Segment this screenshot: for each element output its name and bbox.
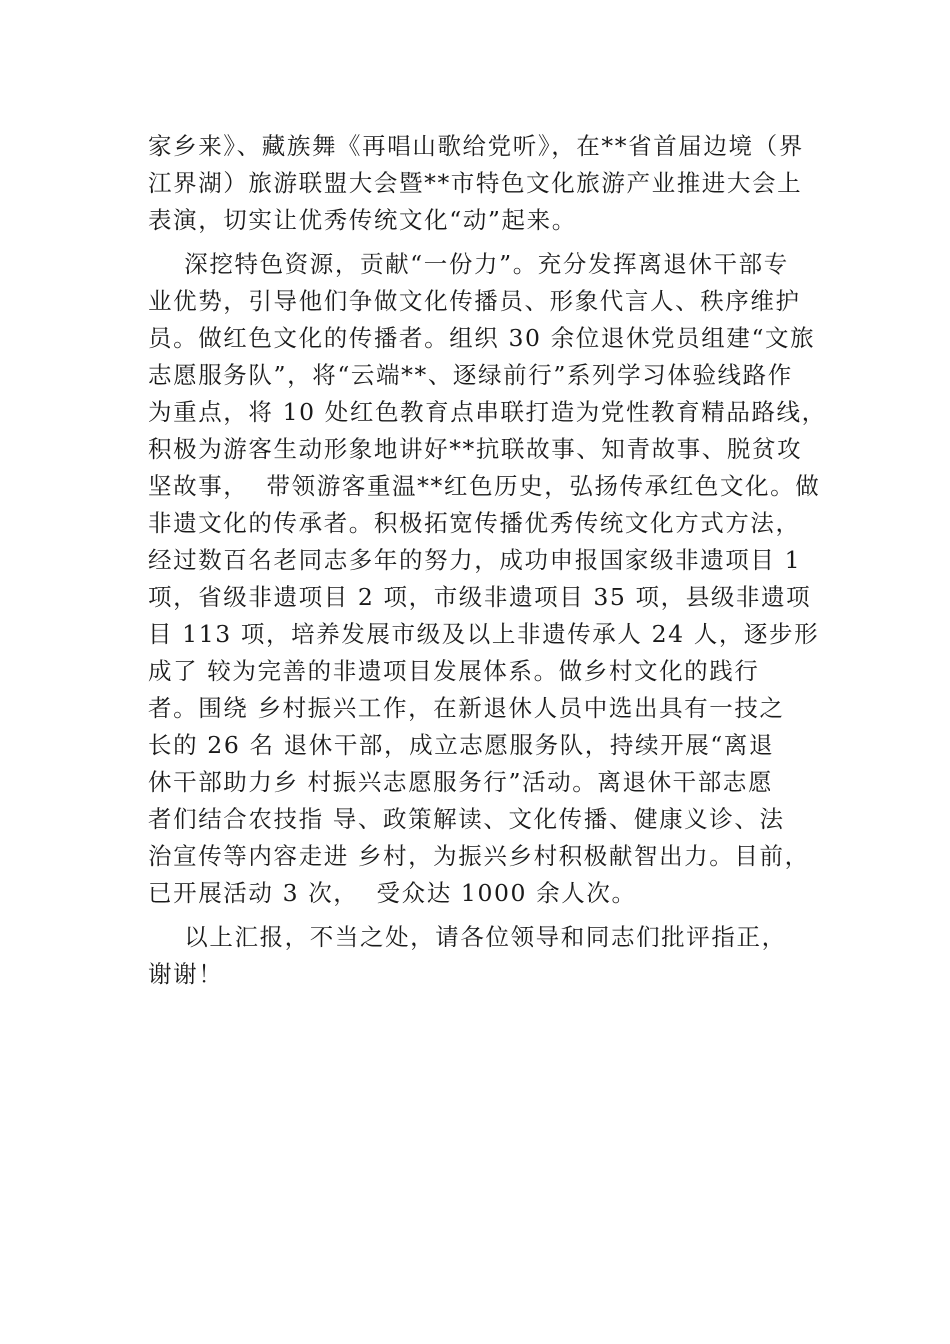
paragraph-1	[148, 128, 816, 239]
text-line: 谢谢！	[148, 960, 224, 988]
text-line: 以上汇报，不当之处，请各位领导和同志们批评指正，	[148, 923, 787, 951]
text-line: 业优势，引导他们争做文化传播员、形象代言人、秩序维护	[148, 287, 801, 315]
text-line: 休干部助力乡 村振兴志愿服务行”活动。离退休干部志愿	[148, 768, 774, 796]
text-line: 员。做红色文化的传播者。组织 30 余位退休党员组建“文旅	[148, 324, 816, 352]
document-body	[148, 128, 827, 993]
text-line: 为重点，将 10 处红色教育点串联打造为党性教育精品路线，	[148, 398, 827, 426]
text-line: 成了 较为完善的非遗项目发展体系。做乡村文化的践行	[148, 657, 760, 685]
text-line: 者们结合农技指 导、政策解读、文化传播、健康义诊、法	[148, 805, 785, 833]
text-line: 志愿服务队”，将“云端**、逐绿前行”系列学习体验线路作	[148, 361, 793, 389]
text-line: 长的 26 名 退休干部，成立志愿服务队，持续开展“离退	[148, 731, 775, 759]
text-line: 已开展活动 3 次， 受众达 1000 余人次。	[148, 879, 637, 907]
text-line: 江界湖）旅游联盟大会暨**市特色文化旅游产业推进大会上	[148, 169, 803, 197]
text-line: 深挖特色资源，贡献“一份力”。充分发挥离退休干部专	[148, 250, 789, 278]
paragraph-2	[148, 246, 827, 912]
text-line: 家乡来》、藏族舞《再唱山歌给党听》，在**省首届边境（界	[148, 132, 804, 160]
text-line: 表演，切实让优秀传统文化“动”起来。	[148, 206, 577, 234]
text-line: 经过数百名老同志多年的努力，成功申报国家级非遗项目 1	[148, 546, 802, 574]
text-line: 积极为游客生动形象地讲好**抗联故事、知青故事、脱贫攻	[148, 435, 803, 463]
text-line: 坚故事， 带领游客重温**红色历史，弘扬传承红色文化。做	[148, 472, 821, 500]
text-line: 目 113 项，培养发展市级及以上非遗传承人 24 人，逐步形	[148, 620, 820, 648]
text-line: 治宣传等内容走进 乡村，为振兴乡村积极献智出力。目前，	[148, 842, 810, 870]
text-line: 非遗文化的传承者。积极拓宽传播优秀传统文化方式方法，	[148, 509, 801, 537]
text-line: 者。围绕 乡村振兴工作，在新退休人员中选出具有一技之	[148, 694, 785, 722]
paragraph-3	[148, 919, 816, 993]
text-line: 项，省级非遗项目 2 项，市级非遗项目 35 项，县级非遗项	[148, 583, 812, 611]
